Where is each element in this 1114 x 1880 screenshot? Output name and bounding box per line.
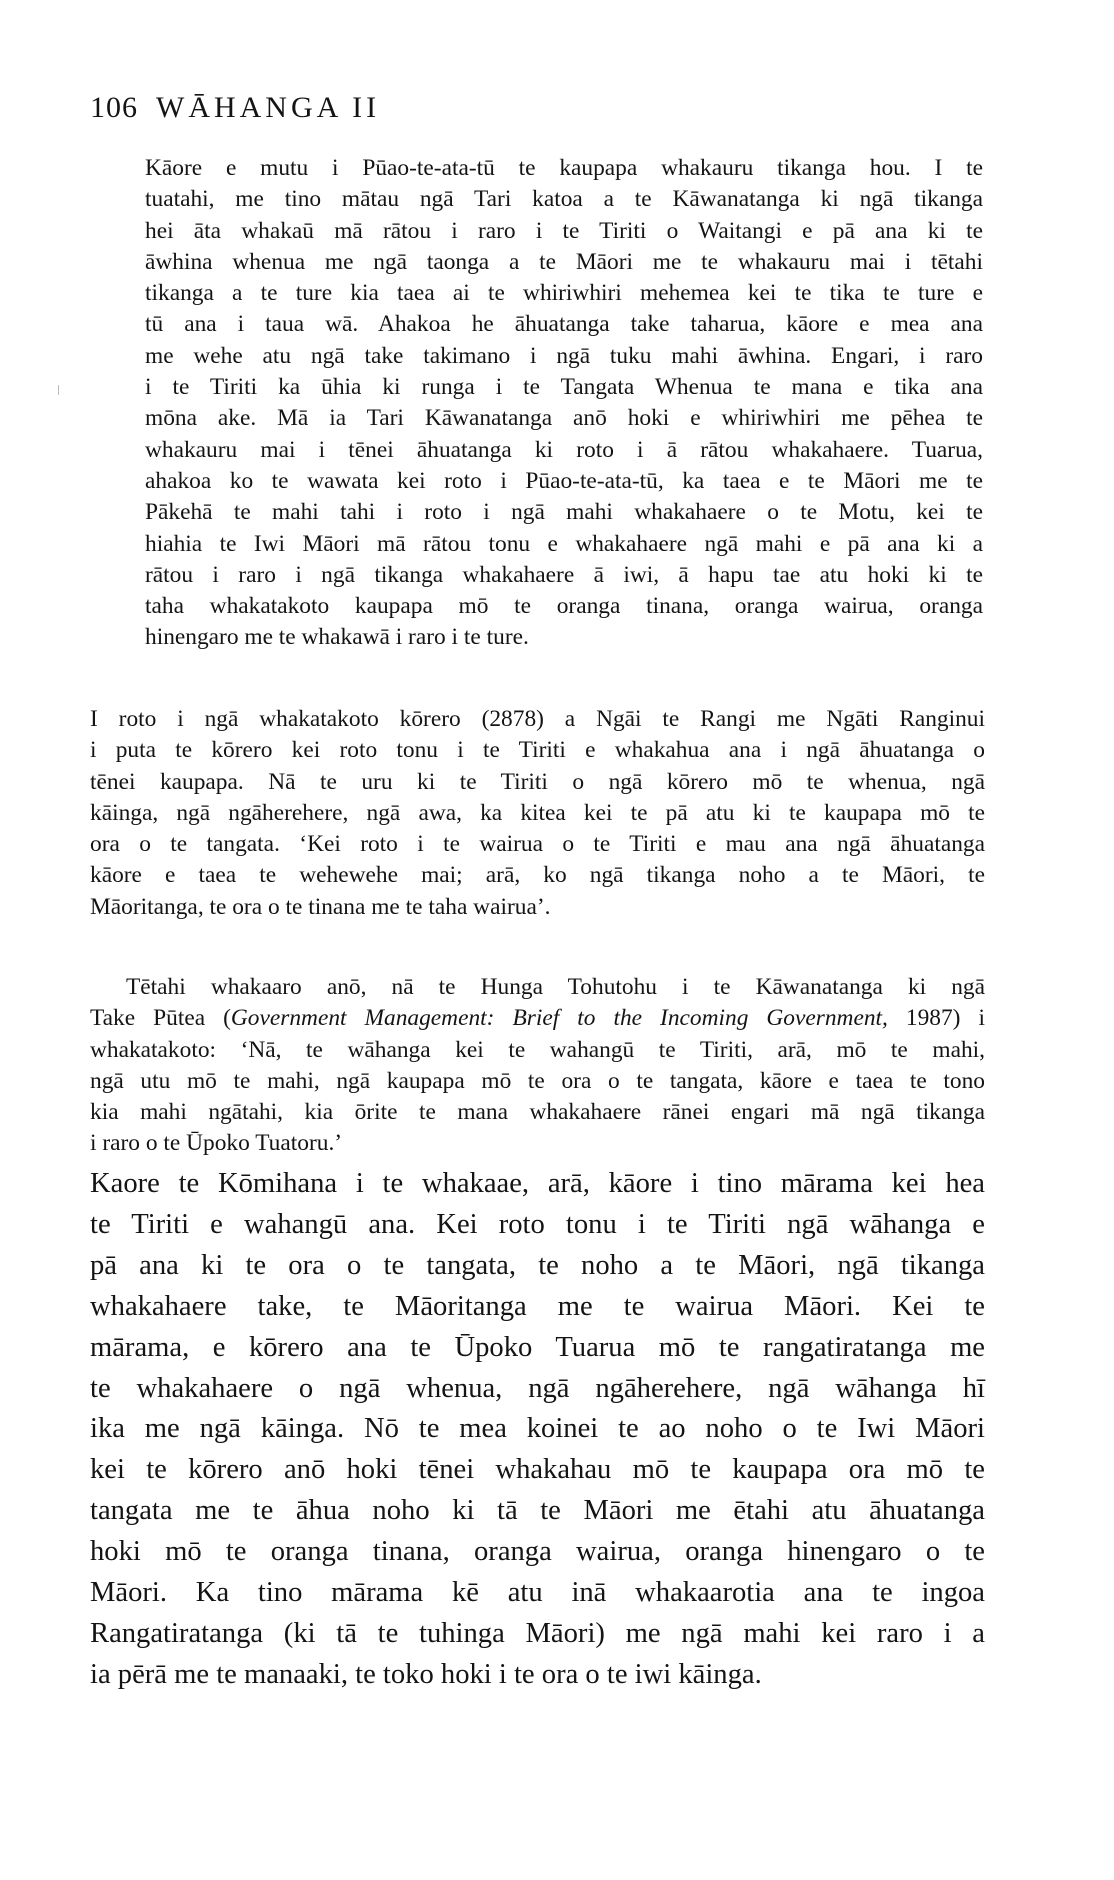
text-line-with-title bbox=[90, 1003, 985, 1034]
text-line: i te Tiriti ka ūhia ki runga i te Tangata Whenua te mana e tika ana bbox=[145, 374, 983, 401]
text-line: me wehe atu ngā take takimano i ngā tuku mahi āwhina. Engari, i raro bbox=[145, 342, 983, 369]
text-line: hinengaro me te whakawā i raro i te ture. bbox=[145, 624, 529, 651]
text-line: tēnei kaupapa. Nā te uru ki te Tiriti o ngā kōrero mō te whenua, ngā bbox=[90, 768, 985, 795]
text-line: pā ana ki te ora o te tangata, te noho a te Māori, ngā tikanga bbox=[90, 1249, 985, 1281]
text-line: ngā utu mō te mahi, ngā kaupapa mō te ora o te tangata, kāore e taea te tono bbox=[90, 1067, 985, 1094]
text-line: tikanga a te ture kia taea ai te whiriwhiri mehemea kei te tika te ture e bbox=[145, 280, 983, 307]
text-line: te Tiriti e wahangū ana. Kei roto tonu i te Tiriti ngā wāhanga e bbox=[90, 1208, 985, 1240]
text-line: hoki mō te oranga tinana, oranga wairua, oranga hinengaro o te bbox=[90, 1536, 985, 1568]
text-line: mōna ake. Mā ia Tari Kāwanatanga anō hoki e whiriwhiri me pēhea te bbox=[145, 405, 983, 432]
text-line: tū ana i taua wā. Ahakoa he āhuatanga take taharua, kāore e mea ana bbox=[145, 311, 983, 338]
text-line: ia pērā me te manaaki, te toko hoki i te ora o te iwi kāinga. bbox=[90, 1658, 762, 1690]
text-segment: Take Pūtea ( bbox=[90, 1005, 231, 1032]
text-line: kāinga, ngā ngāherehere, ngā awa, ka kitea kei te pā atu ki te kaupapa mō te bbox=[90, 799, 985, 826]
text-line: Kaore te Kōmihana i te whakaae, arā, kāore i tino mārama kei hea bbox=[90, 1168, 985, 1199]
text-line: āwhina whenua me ngā taonga a te Māori me te whakauru mai i tētahi bbox=[145, 248, 983, 275]
text-line: whakauru mai i tēnei āhuatanga ki roto i ā rātou whakahaere. Tuarua, bbox=[145, 436, 983, 463]
text-line: te whakahaere o ngā whenua, ngā ngāherehere, ngā wāhanga hī bbox=[90, 1372, 985, 1404]
publication-title: Government Management: Brief to the Incoming Government, bbox=[230, 1005, 888, 1032]
text-line: Tētahi whakaaro anō, nā te Hunga Tohutohu i te Kāwanatanga ki ngā bbox=[126, 974, 985, 1000]
text-line: whakatakoto: ‘Nā, te wāhanga kei te wahangū te Tiriti, arā, mō te mahi, bbox=[90, 1036, 985, 1063]
text-line: mārama, e kōrero ana te Ūpoko Tuarua mō te rangatiratanga me bbox=[90, 1331, 985, 1363]
text-line: ora o te tangata. ‘Kei roto i te wairua o te Tiriti e mau ana ngā āhuatanga bbox=[90, 831, 985, 858]
text-line: ika me ngā kāinga. Nō te mea koinei te ao noho o te Iwi Māori bbox=[90, 1413, 985, 1445]
block-quote-1 bbox=[145, 153, 983, 654]
running-header bbox=[90, 90, 380, 126]
text-line: kāore e taea te wehewehe mai; arā, ko ngā tikanga noho a te Māori, te bbox=[90, 862, 985, 889]
text-line: hiahia te Iwi Māori mā rātou tonu e whakahaere ngā mahi e pā ana ki a bbox=[145, 530, 983, 557]
text-line: Pākehā te mahi tahi i roto i ngā mahi whakahaere o te Motu, kei te bbox=[145, 499, 983, 526]
text-line: Māoritanga, te ora o te tinana me te taha wairua’. bbox=[90, 893, 551, 920]
text-line: rātou i raro i ngā tikanga whakahaere ā iwi, ā hapu tae atu hoki ki te bbox=[145, 561, 983, 588]
text-line: hei āta whakaū mā rātou i raro i te Tiriti o Waitangi e pā ana ki te bbox=[145, 217, 983, 244]
text-line: tangata me te āhua noho ki tā te Māori me ētahi atu āhuatanga bbox=[90, 1495, 985, 1527]
section-title: WĀHANGA II bbox=[156, 91, 381, 124]
text-line: taha whakatakoto kaupapa mō te oranga tinana, oranga wairua, oranga bbox=[145, 593, 983, 620]
text-line: i raro o te Ūpoko Tuatoru.’ bbox=[90, 1130, 343, 1157]
text-line: tuatahi, me tino mātau ngā Tari katoa a te Kāwanatanga ki ngā tikanga bbox=[145, 186, 983, 213]
block-quote-2 bbox=[90, 704, 985, 923]
text-line: ahakoa ko te wawata kei roto i Pūao-te-ata-tū, ka taea e te Māori me te bbox=[145, 467, 983, 494]
text-line: Māori. Ka tino mārama kē atu inā whakaarotia ana te ingoa bbox=[90, 1577, 985, 1609]
page-number: 106 bbox=[90, 91, 138, 124]
margin-mark bbox=[58, 385, 59, 395]
text-line: I roto i ngā whakatakoto kōrero (2878) a Ngāi te Rangi me Ngāti Ranginui bbox=[90, 706, 985, 732]
text-line: kia mahi ngātahi, kia ōrite te mana whakahaere rānei engari mā ngā tikanga bbox=[90, 1099, 985, 1126]
text-line: Rangatiratanga (ki tā te tuhinga Māori) me ngā mahi kei raro i a bbox=[90, 1617, 985, 1649]
text-line: kei te kōrero anō hoki tēnei whakahau mō te kaupapa ora mō te bbox=[90, 1454, 985, 1486]
text-line: Kāore e mutu i Pūao-te-ata-tū te kaupapa whakauru tikanga hou. I te bbox=[145, 155, 983, 181]
text-line: i puta te kōrero kei roto tonu i te Tiriti e whakahua ana i ngā āhuatanga o bbox=[90, 737, 985, 764]
text-segment: 1987) i bbox=[887, 1005, 985, 1032]
block-quote-3 bbox=[90, 972, 985, 1160]
body-paragraph bbox=[90, 1164, 985, 1696]
text-line: whakahaere take, te Māoritanga me te wairua Māori. Kei te bbox=[90, 1290, 985, 1322]
